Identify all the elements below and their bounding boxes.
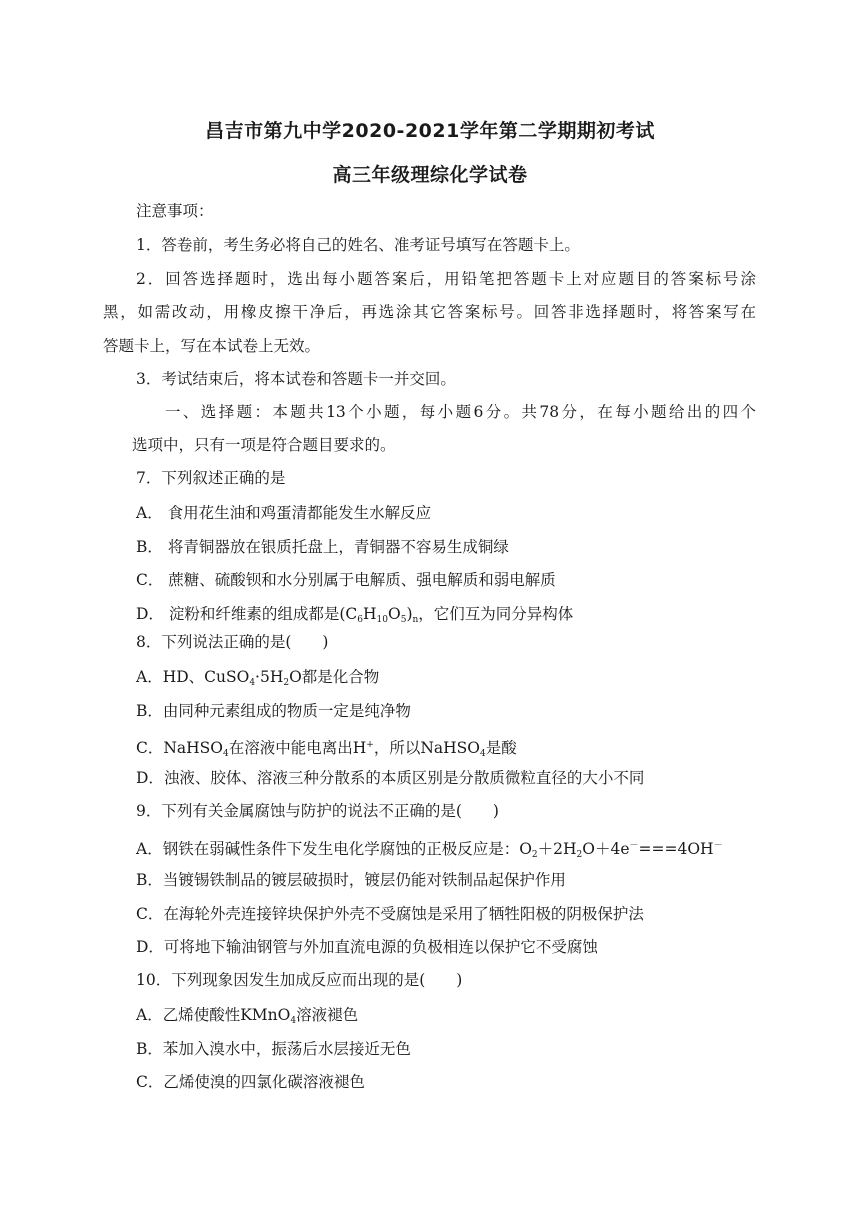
q8-c-text: 在溶液中能电离出H (228, 739, 367, 757)
q7-d-text: O (387, 605, 401, 623)
q8-option-b: B．由同种元素组成的物质一定是纯净物 (136, 702, 411, 720)
q9-option-d: D．可将地下输油钢管与外加直流电源的负极相连以保护它不受腐蚀 (136, 938, 598, 956)
section-1-line-1: 一、选择题：本题共13个小题，每小题6分。共78分，在每小题给出的四个 (165, 403, 756, 421)
q8-option-a (136, 666, 379, 694)
q7-d-text: H (363, 605, 377, 623)
notice-item-2-line-1: 2．回答选择题时，选出每小题答案后，用铅笔把答题卡上对应题目的答案标号涂 (136, 270, 756, 288)
q10-option-a (136, 1004, 358, 1032)
q9-option-c: C．在海轮外壳连接锌块保护外壳不受腐蚀是采用了牺牲阳极的阴极保护法 (136, 905, 644, 923)
q10-a-sub: 4 (290, 1016, 297, 1026)
q7-d-text: D． 淀粉和纤维素的组成都是(C (136, 605, 358, 623)
notice-item-2-line-3: 答题卡上，写在本试卷上无效。 (103, 337, 321, 355)
q10-a-text: 溶液褪色 (296, 1006, 359, 1024)
q9-a-sub: 2 (531, 850, 538, 860)
q8-option-d: D．浊液、胶体、溶液三种分散系的本质区别是分散质微粒直径的大小不同 (136, 769, 645, 787)
q10-stem: 10．下列现象因发生加成反应而出现的是( ) (136, 971, 463, 989)
q7-option-b: B． 将青铜器放在银质托盘上，青铜器不容易生成铜绿 (136, 538, 509, 556)
q10-option-c: C．乙烯使溴的四氯化碳溶液褪色 (136, 1073, 365, 1091)
q8-c-text: ，所以NaHSO (373, 739, 480, 757)
q8-c-sub: 4 (479, 749, 486, 759)
exam-title: 昌吉市第九中学2020-2021学年第二学期期初考试 (205, 120, 655, 142)
section-1-line-2: 选项中，只有一项是符合题目要求的。 (132, 436, 396, 454)
notice-item-3: 3．考试结束后，将本试卷和答题卡一并交回。 (136, 370, 456, 388)
q9-a-text: O＋4e (582, 840, 630, 858)
q9-stem: 9．下列有关金属腐蚀与防护的说法不正确的是( ) (136, 802, 499, 820)
q7-d-sub: 10 (376, 615, 388, 625)
q7-d-sub: 6 (357, 615, 363, 625)
q8-a-sub: 4 (249, 678, 256, 688)
q9-a-sub: 2 (576, 850, 583, 860)
q8-c-text: 是酸 (485, 739, 517, 757)
notice-item-2-line-2: 黑，如需改动，用橡皮擦干净后，再选涂其它答案标号。回答非选择题时，将答案写在 (103, 303, 756, 321)
q9-a-text: ===4OH (638, 840, 714, 858)
q8-a-text: ·5H (255, 668, 284, 686)
q9-option-b: B．当镀锡铁制品的镀层破损时，镀层仍能对铁制品起保护作用 (136, 871, 566, 889)
exam-subtitle: 高三年级理综化学试卷 (332, 164, 528, 186)
q7-option-d (136, 603, 573, 631)
q8-a-text: O都是化合物 (289, 668, 380, 686)
q8-c-sup: + (366, 740, 374, 750)
q7-option-c: C． 蔗糖、硫酸钡和水分别属于电解质、强电解质和弱电解质 (136, 571, 556, 589)
notice-item-1: 1．答卷前，考生务必将自己的姓名、准考证号填写在答题卡上。 (136, 236, 580, 254)
notice-label: 注意事项： (136, 202, 214, 220)
q9-a-text: ＋2H (537, 840, 577, 858)
q7-d-text: ) (406, 605, 413, 623)
q7-stem: 7．下列叙述正确的是 (136, 469, 286, 487)
q8-a-text: A．HD、CuSO (136, 668, 250, 686)
q7-d-sub: 5 (400, 615, 407, 625)
q7-option-a: A． 食用花生油和鸡蛋清都能发生水解反应 (136, 504, 432, 522)
q8-c-text: C．NaHSO (136, 739, 224, 757)
q7-d-text: ，它们互为同分异构体 (418, 605, 574, 623)
q9-option-a (136, 835, 723, 866)
q8-stem: 8．下列说法正确的是( ) (136, 633, 329, 651)
q9-a-sup: － (713, 841, 723, 851)
q10-a-text: A．乙烯使酸性KMnO (136, 1006, 291, 1024)
q9-a-sup: － (629, 841, 639, 851)
q9-a-text: A．钢铁在弱碱性条件下发生电化学腐蚀的正极反应是：O (136, 840, 532, 858)
q8-c-sub: 4 (223, 749, 229, 759)
q7-d-sub: n (412, 615, 419, 625)
q8-option-c (136, 734, 517, 765)
q8-a-sub: 2 (283, 678, 290, 688)
q10-option-b: B．苯加入溴水中，振荡后水层接近无色 (136, 1040, 411, 1058)
